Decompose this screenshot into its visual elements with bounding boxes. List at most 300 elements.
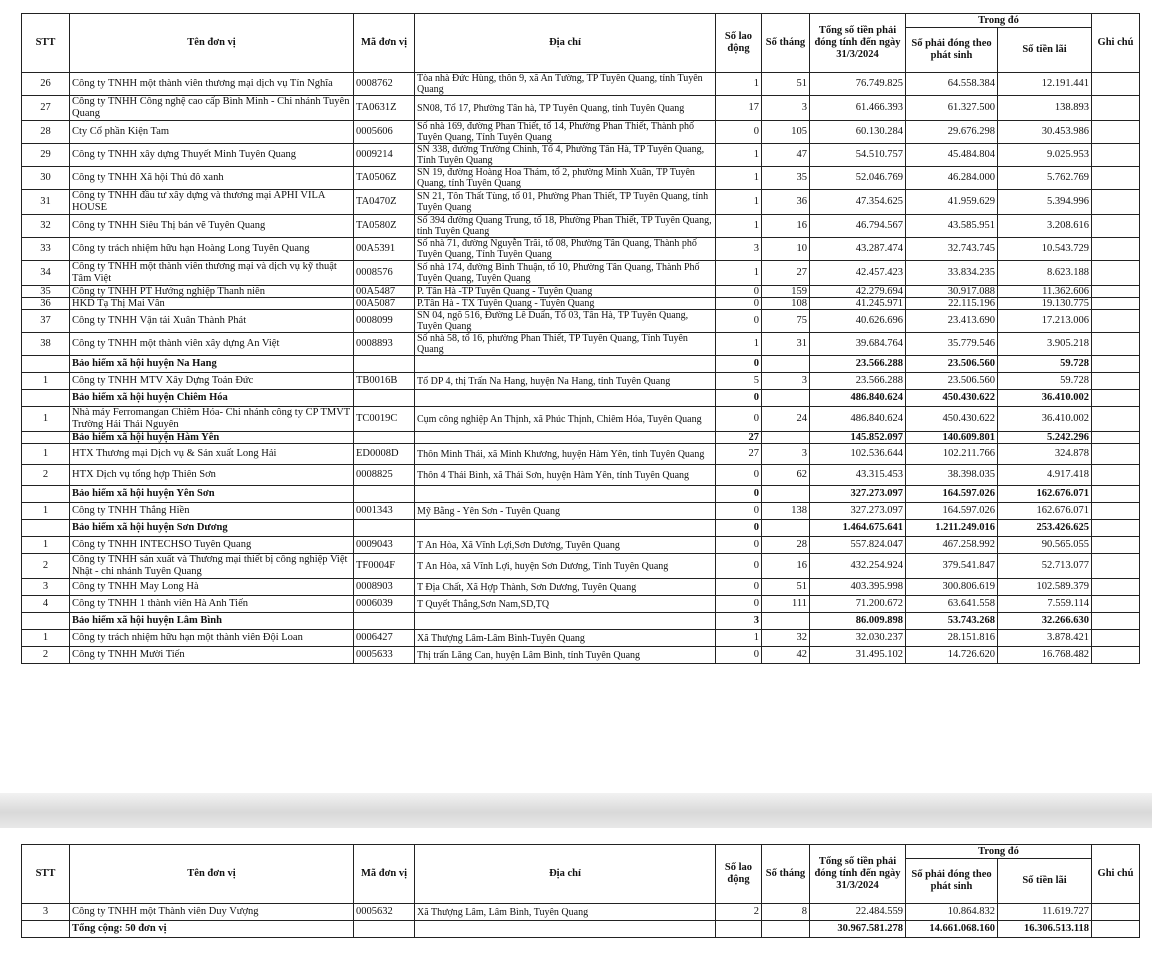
cell-ghi-chu: [1092, 921, 1140, 938]
cell-so-tien-lai: 59.728: [998, 373, 1092, 390]
cell-ma-don-vi: 00A5391: [354, 238, 415, 261]
cell-so-lao-dong: 5: [716, 373, 762, 390]
cell-so-thang: [762, 520, 810, 537]
cell-so-phai-dong: 61.327.500: [906, 96, 998, 121]
cell-so-phai-dong: 29.676.298: [906, 121, 998, 144]
header-so-lao-dong: Số lao động: [716, 845, 762, 904]
cell-so-phai-dong: 10.864.832: [906, 904, 998, 921]
cell-so-tien-lai: 36.410.002: [998, 390, 1092, 407]
cell-tong-so-tien: 61.466.393: [810, 96, 906, 121]
cell-so-lao-dong: 0: [716, 503, 762, 520]
cell-so-tien-lai: 5.394.996: [998, 190, 1092, 215]
cell-so-phai-dong: 140.609.801: [906, 432, 998, 444]
cell-tong-so-tien: 432.254.924: [810, 554, 906, 579]
header-dia-chi: Địa chỉ: [415, 845, 716, 904]
cell-ten-don-vi: Bảo hiểm xã hội huyện Hàm Yên: [70, 432, 354, 444]
cell-ghi-chu: [1092, 486, 1140, 503]
cell-ma-don-vi: TA0631Z: [354, 96, 415, 121]
cell-dia-chi: Xã Thượng Lâm, Lâm Bình, Tuyên Quang: [415, 904, 716, 921]
cell-so-lao-dong: 3: [716, 238, 762, 261]
cell-so-phai-dong: 23.506.560: [906, 373, 998, 390]
header-ten-don-vi: Tên đơn vị: [70, 845, 354, 904]
cell-ghi-chu: [1092, 238, 1140, 261]
cell-stt: 34: [22, 261, 70, 286]
cell-so-thang: 51: [762, 579, 810, 596]
header-dia-chi: Địa chỉ: [415, 14, 716, 73]
cell-so-lao-dong: 2: [716, 904, 762, 921]
cell-dia-chi: T An Hòa, Xã Vĩnh Lợi,Sơn Dương, Tuyên Quang: [415, 537, 716, 554]
cell-ghi-chu: [1092, 310, 1140, 333]
cell-so-tien-lai: 30.453.986: [998, 121, 1092, 144]
cell-stt: 4: [22, 596, 70, 613]
cell-dia-chi: Số nhà 58, tổ 16, phường Phan Thiết, TP Tuyên Quang, Tỉnh Tuyên Quang: [415, 333, 716, 356]
header-tong-so-tien: Tổng số tiền phải đóng tính đến ngày 31/3/2024: [810, 14, 906, 73]
cell-so-phai-dong: 64.558.384: [906, 73, 998, 96]
cell-so-lao-dong: 0: [716, 407, 762, 432]
table-row: [22, 579, 1140, 596]
cell-so-lao-dong: 0: [716, 554, 762, 579]
cell-ma-don-vi: 0005633: [354, 647, 415, 664]
cell-so-tien-lai: 10.543.729: [998, 238, 1092, 261]
cell-so-lao-dong: 27: [716, 444, 762, 465]
cell-so-phai-dong: 23.506.560: [906, 356, 998, 373]
cell-dia-chi: [415, 921, 716, 938]
cell-ten-don-vi: Công ty TNHH May Long Hà: [70, 579, 354, 596]
header-ghi-chu: Ghi chú: [1092, 845, 1140, 904]
cell-so-thang: 105: [762, 121, 810, 144]
cell-stt: [22, 432, 70, 444]
header-stt: STT: [22, 845, 70, 904]
cell-ma-don-vi: 0009043: [354, 537, 415, 554]
header-tong-so-tien: Tổng số tiền phải đóng tính đến ngày 31/3/2024: [810, 845, 906, 904]
cell-so-thang: 3: [762, 96, 810, 121]
cell-ma-don-vi: [354, 520, 415, 537]
cell-ma-don-vi: 0006039: [354, 596, 415, 613]
cell-so-tien-lai: 4.917.418: [998, 465, 1092, 486]
table-row: [22, 630, 1140, 647]
cell-stt: 3: [22, 904, 70, 921]
cell-tong-so-tien: 486.840.624: [810, 390, 906, 407]
table-row: [22, 144, 1140, 167]
cell-so-lao-dong: 1: [716, 630, 762, 647]
cell-ma-don-vi: TF0004F: [354, 554, 415, 579]
cell-so-lao-dong: 1: [716, 190, 762, 215]
cell-ghi-chu: [1092, 96, 1140, 121]
cell-ma-don-vi: 0005632: [354, 904, 415, 921]
cell-so-phai-dong: 467.258.992: [906, 537, 998, 554]
cell-so-lao-dong: 0: [716, 465, 762, 486]
cell-so-phai-dong: 14.661.068.160: [906, 921, 998, 938]
header-so-phai-dong: Số phải đóng theo phát sinh: [906, 28, 998, 73]
cell-stt: [22, 356, 70, 373]
group-row: [22, 432, 1140, 444]
cell-so-thang: [762, 432, 810, 444]
cell-so-thang: 3: [762, 444, 810, 465]
cell-so-tien-lai: 162.676.071: [998, 503, 1092, 520]
cell-ma-don-vi: 0009214: [354, 144, 415, 167]
cell-ghi-chu: [1092, 73, 1140, 96]
cell-ma-don-vi: TC0019C: [354, 407, 415, 432]
cell-ghi-chu: [1092, 356, 1140, 373]
table-row: [22, 310, 1140, 333]
group-row: [22, 486, 1140, 503]
cell-dia-chi: P. Tân Hà -TP Tuyên Quang - Tuyên Quang: [415, 286, 716, 298]
cell-stt: [22, 520, 70, 537]
table-row: [22, 554, 1140, 579]
cell-tong-so-tien: 52.046.769: [810, 167, 906, 190]
cell-tong-so-tien: 31.495.102: [810, 647, 906, 664]
cell-so-thang: 27: [762, 261, 810, 286]
cell-ten-don-vi: Bảo hiểm xã hội huyện Lâm Bình: [70, 613, 354, 630]
cell-dia-chi: [415, 356, 716, 373]
cell-stt: 1: [22, 444, 70, 465]
cell-so-tien-lai: 162.676.071: [998, 486, 1092, 503]
cell-ghi-chu: [1092, 613, 1140, 630]
cell-so-tien-lai: 59.728: [998, 356, 1092, 373]
header-so-lao-dong: Số lao động: [716, 14, 762, 73]
cell-ten-don-vi: Công ty TNHH INTECHSO Tuyên Quang: [70, 537, 354, 554]
cell-tong-so-tien: 30.967.581.278: [810, 921, 906, 938]
cell-dia-chi: SN08, Tổ 17, Phường Tân hà, TP Tuyên Quang, tỉnh Tuyên Quang: [415, 96, 716, 121]
cell-stt: 1: [22, 537, 70, 554]
cell-stt: 1: [22, 373, 70, 390]
cell-so-lao-dong: 1: [716, 73, 762, 96]
cell-ma-don-vi: 0008903: [354, 579, 415, 596]
cell-so-thang: 31: [762, 333, 810, 356]
table-row: [22, 286, 1140, 298]
cell-stt: 2: [22, 554, 70, 579]
cell-stt: [22, 390, 70, 407]
table-row: [22, 190, 1140, 215]
cell-ghi-chu: [1092, 121, 1140, 144]
cell-ten-don-vi: Tổng cộng: 50 đơn vị: [70, 921, 354, 938]
cell-so-thang: 36: [762, 190, 810, 215]
cell-so-phai-dong: 41.959.629: [906, 190, 998, 215]
cell-ten-don-vi: Công ty TNHH một Thành viên Duy Vượng: [70, 904, 354, 921]
table-row: [22, 298, 1140, 310]
cell-ghi-chu: [1092, 286, 1140, 298]
cell-so-thang: 16: [762, 554, 810, 579]
cell-so-phai-dong: 102.211.766: [906, 444, 998, 465]
cell-tong-so-tien: 47.354.625: [810, 190, 906, 215]
cell-ma-don-vi: 00A5487: [354, 286, 415, 298]
cell-so-tien-lai: 102.589.379: [998, 579, 1092, 596]
cell-so-tien-lai: 90.565.055: [998, 537, 1092, 554]
cell-so-tien-lai: 5.762.769: [998, 167, 1092, 190]
cell-so-tien-lai: 12.191.441: [998, 73, 1092, 96]
cell-so-lao-dong: 3: [716, 613, 762, 630]
cell-ten-don-vi: Bảo hiểm xã hội huyện Chiêm Hóa: [70, 390, 354, 407]
cell-so-tien-lai: 52.713.077: [998, 554, 1092, 579]
cell-tong-so-tien: 42.457.423: [810, 261, 906, 286]
table-row: [22, 465, 1140, 486]
cell-so-phai-dong: 35.779.546: [906, 333, 998, 356]
cell-ten-don-vi: Công ty TNHH một thành viên thương mại và dịch vụ kỹ thuật Tâm Việt: [70, 261, 354, 286]
cell-ten-don-vi: Công ty trách nhiệm hữu hạn Hoàng Long Tuyên Quang: [70, 238, 354, 261]
cell-so-phai-dong: 23.413.690: [906, 310, 998, 333]
report-page-2: [0, 828, 1152, 964]
cell-ma-don-vi: ED0008D: [354, 444, 415, 465]
cell-dia-chi: T Địa Chất, Xã Hợp Thành, Sơn Dương, Tuyên Quang: [415, 579, 716, 596]
cell-ghi-chu: [1092, 373, 1140, 390]
cell-ghi-chu: [1092, 537, 1140, 554]
cell-so-lao-dong: 1: [716, 215, 762, 238]
cell-stt: 3: [22, 579, 70, 596]
page-separator: [0, 793, 1152, 828]
cell-so-phai-dong: 43.585.951: [906, 215, 998, 238]
cell-so-phai-dong: 38.398.035: [906, 465, 998, 486]
cell-dia-chi: T An Hòa, xã Vĩnh Lợi, huyện Sơn Dương, Tỉnh Tuyên Quang: [415, 554, 716, 579]
header-trong-do: Trong đó: [906, 845, 1092, 859]
cell-stt: 30: [22, 167, 70, 190]
header-ten-don-vi: Tên đơn vị: [70, 14, 354, 73]
table-row: [22, 261, 1140, 286]
debt-table: [21, 13, 1140, 664]
cell-tong-so-tien: 557.824.047: [810, 537, 906, 554]
cell-ten-don-vi: Công ty TNHH 1 thành viên Hà Anh Tiến: [70, 596, 354, 613]
cell-so-tien-lai: 138.893: [998, 96, 1092, 121]
table-row: [22, 333, 1140, 356]
cell-so-thang: 62: [762, 465, 810, 486]
cell-so-phai-dong: 53.743.268: [906, 613, 998, 630]
cell-so-phai-dong: 30.917.088: [906, 286, 998, 298]
table-row: [22, 96, 1140, 121]
cell-dia-chi: SN 338, đường Trường Chinh, Tổ 4, Phường Tân Hà, TP Tuyên Quang, Tỉnh Tuyên Quang: [415, 144, 716, 167]
cell-ten-don-vi: Công ty TNHH PT Hướng nghiệp Thanh niên: [70, 286, 354, 298]
cell-so-lao-dong: 0: [716, 596, 762, 613]
cell-ma-don-vi: 0008576: [354, 261, 415, 286]
cell-so-tien-lai: 3.905.218: [998, 333, 1092, 356]
cell-so-tien-lai: 7.559.114: [998, 596, 1092, 613]
cell-dia-chi: Mỹ Bằng - Yên Sơn - Tuyên Quang: [415, 503, 716, 520]
table-row: [22, 647, 1140, 664]
table-row: [22, 215, 1140, 238]
cell-stt: 2: [22, 465, 70, 486]
table-row: [22, 73, 1140, 96]
cell-stt: 28: [22, 121, 70, 144]
cell-tong-so-tien: 43.315.453: [810, 465, 906, 486]
cell-tong-so-tien: 86.009.898: [810, 613, 906, 630]
cell-tong-so-tien: 41.245.971: [810, 298, 906, 310]
cell-stt: [22, 921, 70, 938]
header-so-phai-dong: Số phải đóng theo phát sinh: [906, 859, 998, 904]
cell-ma-don-vi: TA0506Z: [354, 167, 415, 190]
cell-tong-so-tien: 102.536.644: [810, 444, 906, 465]
cell-ghi-chu: [1092, 904, 1140, 921]
cell-dia-chi: [415, 520, 716, 537]
cell-tong-so-tien: 60.130.284: [810, 121, 906, 144]
cell-so-tien-lai: 36.410.002: [998, 407, 1092, 432]
cell-so-tien-lai: 9.025.953: [998, 144, 1092, 167]
cell-ten-don-vi: Công ty TNHH Siêu Thị bán vẽ Tuyên Quang: [70, 215, 354, 238]
table-row: [22, 537, 1140, 554]
cell-ma-don-vi: 0008099: [354, 310, 415, 333]
cell-so-tien-lai: 32.266.630: [998, 613, 1092, 630]
cell-stt: 26: [22, 73, 70, 96]
cell-dia-chi: Tổ DP 4, thị Trấn Na Hang, huyện Na Hang, tỉnh Tuyên Quang: [415, 373, 716, 390]
cell-ghi-chu: [1092, 333, 1140, 356]
table-row: [22, 238, 1140, 261]
cell-so-phai-dong: 33.834.235: [906, 261, 998, 286]
cell-so-thang: [762, 356, 810, 373]
cell-so-tien-lai: 3.878.421: [998, 630, 1092, 647]
cell-dia-chi: SN 21, Tôn Thất Tùng, tổ 01, Phường Phan Thiết, TP Tuyên Quang, tỉnh Tuyên Quang: [415, 190, 716, 215]
cell-so-thang: 51: [762, 73, 810, 96]
cell-stt: [22, 486, 70, 503]
cell-so-thang: 28: [762, 537, 810, 554]
cell-ghi-chu: [1092, 190, 1140, 215]
cell-dia-chi: P.Tân Hà - TX Tuyên Quang - Tuyên Quang: [415, 298, 716, 310]
group-row: [22, 356, 1140, 373]
group-row: [22, 390, 1140, 407]
cell-so-lao-dong: 0: [716, 121, 762, 144]
cell-ma-don-vi: TA0580Z: [354, 215, 415, 238]
cell-ten-don-vi: HTX Dịch vụ tổng hợp Thiên Sơn: [70, 465, 354, 486]
header-stt: STT: [22, 14, 70, 73]
cell-ma-don-vi: 0008825: [354, 465, 415, 486]
cell-so-lao-dong: 1: [716, 261, 762, 286]
cell-so-lao-dong: 1: [716, 144, 762, 167]
cell-ma-don-vi: [354, 921, 415, 938]
header-ma-don-vi: Mã đơn vị: [354, 14, 415, 73]
group-row: [22, 613, 1140, 630]
cell-ten-don-vi: Công ty TNHH Thắng Hiền: [70, 503, 354, 520]
cell-so-lao-dong: 0: [716, 537, 762, 554]
cell-dia-chi: Tòa nhà Đức Hùng, thôn 9, xã An Tường, TP Tuyên Quang, tỉnh Tuyên Quang: [415, 73, 716, 96]
cell-so-thang: 111: [762, 596, 810, 613]
cell-tong-so-tien: 71.200.672: [810, 596, 906, 613]
cell-ma-don-vi: 00A5087: [354, 298, 415, 310]
cell-so-phai-dong: 45.484.804: [906, 144, 998, 167]
cell-ghi-chu: [1092, 261, 1140, 286]
cell-ma-don-vi: [354, 486, 415, 503]
cell-dia-chi: Thị trấn Lăng Can, huyện Lâm Bình, tỉnh Tuyên Quang: [415, 647, 716, 664]
header-so-thang: Số tháng: [762, 845, 810, 904]
cell-so-thang: [762, 486, 810, 503]
cell-so-lao-dong: 0: [716, 390, 762, 407]
cell-ten-don-vi: Công ty TNHH xây dựng Thuyết Minh Tuyên Quang: [70, 144, 354, 167]
cell-stt: 1: [22, 407, 70, 432]
cell-so-lao-dong: 0: [716, 310, 762, 333]
cell-stt: 1: [22, 503, 70, 520]
cell-ma-don-vi: 0008893: [354, 333, 415, 356]
cell-ten-don-vi: HKD Tạ Thị Mai Vân: [70, 298, 354, 310]
cell-so-phai-dong: 164.597.026: [906, 486, 998, 503]
cell-so-thang: 35: [762, 167, 810, 190]
cell-ghi-chu: [1092, 444, 1140, 465]
group-row: [22, 520, 1140, 537]
cell-ten-don-vi: Công ty TNHH Công nghệ cao cấp Bình Minh - Chi nhánh Tuyên Quang: [70, 96, 354, 121]
cell-so-tien-lai: 253.426.625: [998, 520, 1092, 537]
cell-ma-don-vi: TB0016B: [354, 373, 415, 390]
cell-tong-so-tien: 1.464.675.641: [810, 520, 906, 537]
cell-ma-don-vi: [354, 432, 415, 444]
cell-stt: 31: [22, 190, 70, 215]
cell-ghi-chu: [1092, 465, 1140, 486]
cell-stt: 2: [22, 647, 70, 664]
table-row: [22, 407, 1140, 432]
debt-table-continued: [21, 844, 1140, 938]
cell-ten-don-vi: Công ty TNHH sản xuất và Thương mại thiết bị công nghiệp Việt Nhật - chi nhánh Tuyên Quang: [70, 554, 354, 579]
table-row: [22, 503, 1140, 520]
cell-so-tien-lai: 11.619.727: [998, 904, 1092, 921]
cell-stt: 32: [22, 215, 70, 238]
cell-ghi-chu: [1092, 215, 1140, 238]
cell-tong-so-tien: 23.566.288: [810, 373, 906, 390]
cell-tong-so-tien: 54.510.757: [810, 144, 906, 167]
cell-so-tien-lai: 16.306.513.118: [998, 921, 1092, 938]
cell-dia-chi: Thôn Minh Thái, xã Minh Khương, huyện Hàm Yên, tỉnh Tuyên Quang: [415, 444, 716, 465]
cell-ten-don-vi: Bảo hiểm xã hội huyện Na Hang: [70, 356, 354, 373]
cell-tong-so-tien: 42.279.694: [810, 286, 906, 298]
cell-tong-so-tien: 145.852.097: [810, 432, 906, 444]
cell-stt: [22, 613, 70, 630]
cell-tong-so-tien: 22.484.559: [810, 904, 906, 921]
cell-stt: 1: [22, 630, 70, 647]
cell-tong-so-tien: 46.794.567: [810, 215, 906, 238]
header-so-tien-lai: Số tiền lãi: [998, 859, 1092, 904]
cell-so-phai-dong: 46.284.000: [906, 167, 998, 190]
cell-ten-don-vi: Công ty trách nhiệm hữu hạn một thành viên Đội Loan: [70, 630, 354, 647]
cell-so-thang: 159: [762, 286, 810, 298]
cell-ghi-chu: [1092, 596, 1140, 613]
cell-so-tien-lai: 19.130.775: [998, 298, 1092, 310]
cell-dia-chi: Cụm công nghiệp An Thịnh, xã Phúc Thịnh, Chiêm Hóa, Tuyên Quang: [415, 407, 716, 432]
cell-dia-chi: Thôn 4 Thái Bình, xã Thái Sơn, huyện Hàm Yên, tỉnh Tuyên Quang: [415, 465, 716, 486]
cell-so-lao-dong: 17: [716, 96, 762, 121]
cell-stt: 37: [22, 310, 70, 333]
cell-stt: 36: [22, 298, 70, 310]
cell-so-tien-lai: 5.242.296: [998, 432, 1092, 444]
cell-so-lao-dong: 0: [716, 647, 762, 664]
cell-tong-so-tien: 39.684.764: [810, 333, 906, 356]
cell-ghi-chu: [1092, 520, 1140, 537]
cell-so-thang: [762, 921, 810, 938]
cell-dia-chi: Số nhà 174, đường Bình Thuận, tổ 10, Phường Tân Quang, Thành Phố Tuyên Quang, Tuyên Quang: [415, 261, 716, 286]
cell-so-tien-lai: 8.623.188: [998, 261, 1092, 286]
cell-so-lao-dong: 0: [716, 579, 762, 596]
table-row: [22, 596, 1140, 613]
cell-so-lao-dong: [716, 921, 762, 938]
cell-ma-don-vi: 0005606: [354, 121, 415, 144]
cell-dia-chi: Số 394 đường Quang Trung, tổ 18, Phường Phan Thiết, TP Tuyên Quang, tỉnh Tuyên Quang: [415, 215, 716, 238]
table-row: [22, 167, 1140, 190]
cell-ma-don-vi: 0001343: [354, 503, 415, 520]
cell-stt: 38: [22, 333, 70, 356]
cell-so-lao-dong: 27: [716, 432, 762, 444]
table-row: [22, 444, 1140, 465]
cell-tong-so-tien: 23.566.288: [810, 356, 906, 373]
cell-ten-don-vi: Công ty TNHH Xã hội Thủ đô xanh: [70, 167, 354, 190]
cell-ten-don-vi: Công ty TNHH đầu tư xây dựng và thương mại APHI VILA HOUSE: [70, 190, 354, 215]
cell-so-thang: 138: [762, 503, 810, 520]
table-row: [22, 373, 1140, 390]
cell-dia-chi: Số nhà 71, đường Nguyễn Trãi, tổ 08, Phường Tân Quang, Thành phố Tuyên Quang, Tỉnh Tuyên Quang: [415, 238, 716, 261]
cell-so-phai-dong: 300.806.619: [906, 579, 998, 596]
cell-ten-don-vi: Bảo hiểm xã hội huyện Yên Sơn: [70, 486, 354, 503]
cell-so-lao-dong: 0: [716, 520, 762, 537]
cell-stt: 29: [22, 144, 70, 167]
header-ghi-chu: Ghi chú: [1092, 14, 1140, 73]
cell-so-phai-dong: 1.211.249.016: [906, 520, 998, 537]
cell-ten-don-vi: Công ty TNHH MTV Xây Dựng Toản Đức: [70, 373, 354, 390]
cell-dia-chi: [415, 432, 716, 444]
cell-so-thang: 32: [762, 630, 810, 647]
cell-tong-so-tien: 327.273.097: [810, 503, 906, 520]
cell-so-phai-dong: 379.541.847: [906, 554, 998, 579]
cell-ten-don-vi: Bảo hiểm xã hội huyện Sơn Dương: [70, 520, 354, 537]
cell-dia-chi: [415, 486, 716, 503]
